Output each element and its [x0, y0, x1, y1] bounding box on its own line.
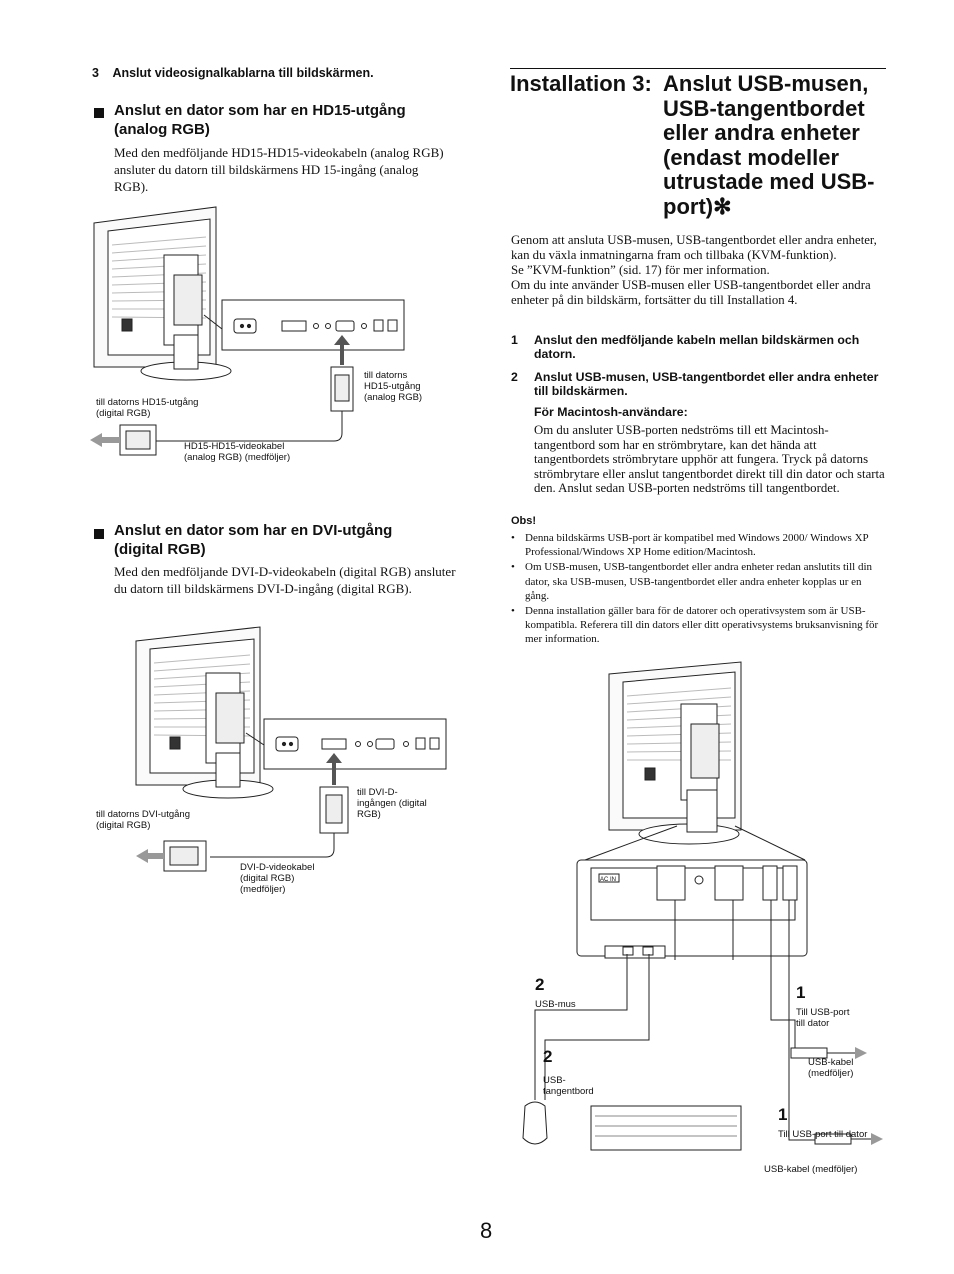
section-b-title: Anslut en dator som har en DVI-utgång (digital RGB) — [114, 522, 393, 558]
figure-b-input-label: till DVI-D- ingången (digital RGB) — [357, 787, 427, 820]
usb-keyboard-label: USB- tangentbord — [543, 1075, 594, 1097]
section-a-bullet — [94, 105, 104, 123]
obs-list — [511, 531, 887, 648]
figure-a-input-label: till datorns HD15-utgång (analog RGB) — [364, 370, 423, 403]
figure-b-output-label: till datorns DVI-utgång (digital RGB) — [96, 809, 190, 831]
obs-title: Obs! — [511, 515, 537, 527]
figure-hd15-connection — [86, 205, 416, 470]
heading-prefix: Installation 3: — [510, 71, 652, 96]
mac-body: Om du ansluter USB-porten nedströms till ett Macintosh-tangentbord som har en strömbrytare, kan det hända att tangentbordets strömbrytare upphör att fungera. Tryck på datorns strömbrytare eller anslut tangentbordet direkt till din dator och starta den. Anslut sedan USB-porten nedströms till tangentbordet. — [534, 423, 885, 496]
figure-usb-connection — [515, 660, 895, 1180]
usb-mouse-label: USB-mus — [535, 999, 576, 1010]
usb-cable-label-a: USB-kabel (medföljer) — [808, 1057, 854, 1079]
obs-item: • Om USB-musen, USB-tangentbordet eller andra enheter redan anslutits till din dator, ska USB-musen, USB-tangentbordet eller andra enheter kopplas ur en gång. — [511, 560, 887, 603]
step-3-text: Anslut videosignalkablarna till bildskärmen. — [112, 66, 374, 80]
section-a-body: Med den medföljande HD15-HD15-videokabeln (analog RGB) ansluter du datorn till bildskärmens HD 15-ingång (analog RGB). — [114, 145, 444, 194]
figure-dvi-connection — [130, 625, 450, 880]
usb-cable-label-b: USB-kabel (medföljer) — [764, 1164, 858, 1175]
step-3 — [92, 66, 374, 80]
figure-step-1b: 1 — [778, 1105, 788, 1124]
page-number: 8 — [480, 1218, 493, 1243]
section-b-bullet — [94, 526, 104, 544]
obs-item: • Denna installation gäller bara för de datorer och operativsystem som är USB-kompatibla. Referera till din dators eller ditt operativsystems bruksanvisning för mer information. — [511, 604, 887, 647]
obs-item: • Denna bildskärms USB-port är kompatibel med Windows 2000/ Windows XP Professional/Windows XP Home edition/Macintosh. — [511, 531, 887, 559]
figure-step-1a: 1 — [796, 983, 806, 1002]
figure-a-output-label: till datorns HD15-utgång (digital RGB) — [96, 397, 199, 419]
heading-rule — [510, 68, 886, 69]
page-heading: Anslut USB-musen, USB-tangentbordet eller andra enheter (endast modeller utrustade med USB- port)✻ — [663, 71, 875, 219]
step-1: 1 Anslut den medföljande kabeln mellan bildskärmen och datorn. — [511, 333, 860, 361]
to-usb-port-label-a: Till USB-port till dator — [796, 1007, 850, 1029]
figure-b-cable-label: DVI-D-videokabel (digital RGB) (medföljer) — [240, 862, 315, 895]
section-b-body: Med den medföljande DVI-D-videokabeln (digital RGB) ansluter du datorn till bildskärmens DVI-D-ingång (digital RGB). — [114, 564, 456, 596]
intro-text: Genom att ansluta USB-musen, USB-tangentbordet eller andra enheter, kan du växla inmatningarna fram och tillbaka (KVM-funktion). Se ”KVM-funktion” (sid. 17) för mer information. Om du inte använder USB-musen eller USB-tangentbordet eller andra enheter på din bildskärm, fortsätter du till Installation 4. — [511, 233, 877, 307]
figure-step-2a: 2 — [535, 975, 545, 994]
to-usb-port-label-b: Till USB-port till dator — [778, 1129, 868, 1140]
step-3-number: 3 — [92, 66, 99, 80]
section-a-title: Anslut en dator som har en HD15-utgång (analog RGB) — [114, 102, 406, 138]
figure-a-cable-label: HD15-HD15-videokabel (analog RGB) (medföljer) — [184, 441, 291, 463]
figure-step-2b: 2 — [543, 1047, 553, 1066]
mac-title: För Macintosh-användare: — [534, 405, 688, 419]
ac-in-label: AC IN — [600, 877, 617, 883]
step-2: 2 Anslut USB-musen, USB-tangentbordet eller andra enheter till bildskärmen. — [511, 370, 879, 398]
